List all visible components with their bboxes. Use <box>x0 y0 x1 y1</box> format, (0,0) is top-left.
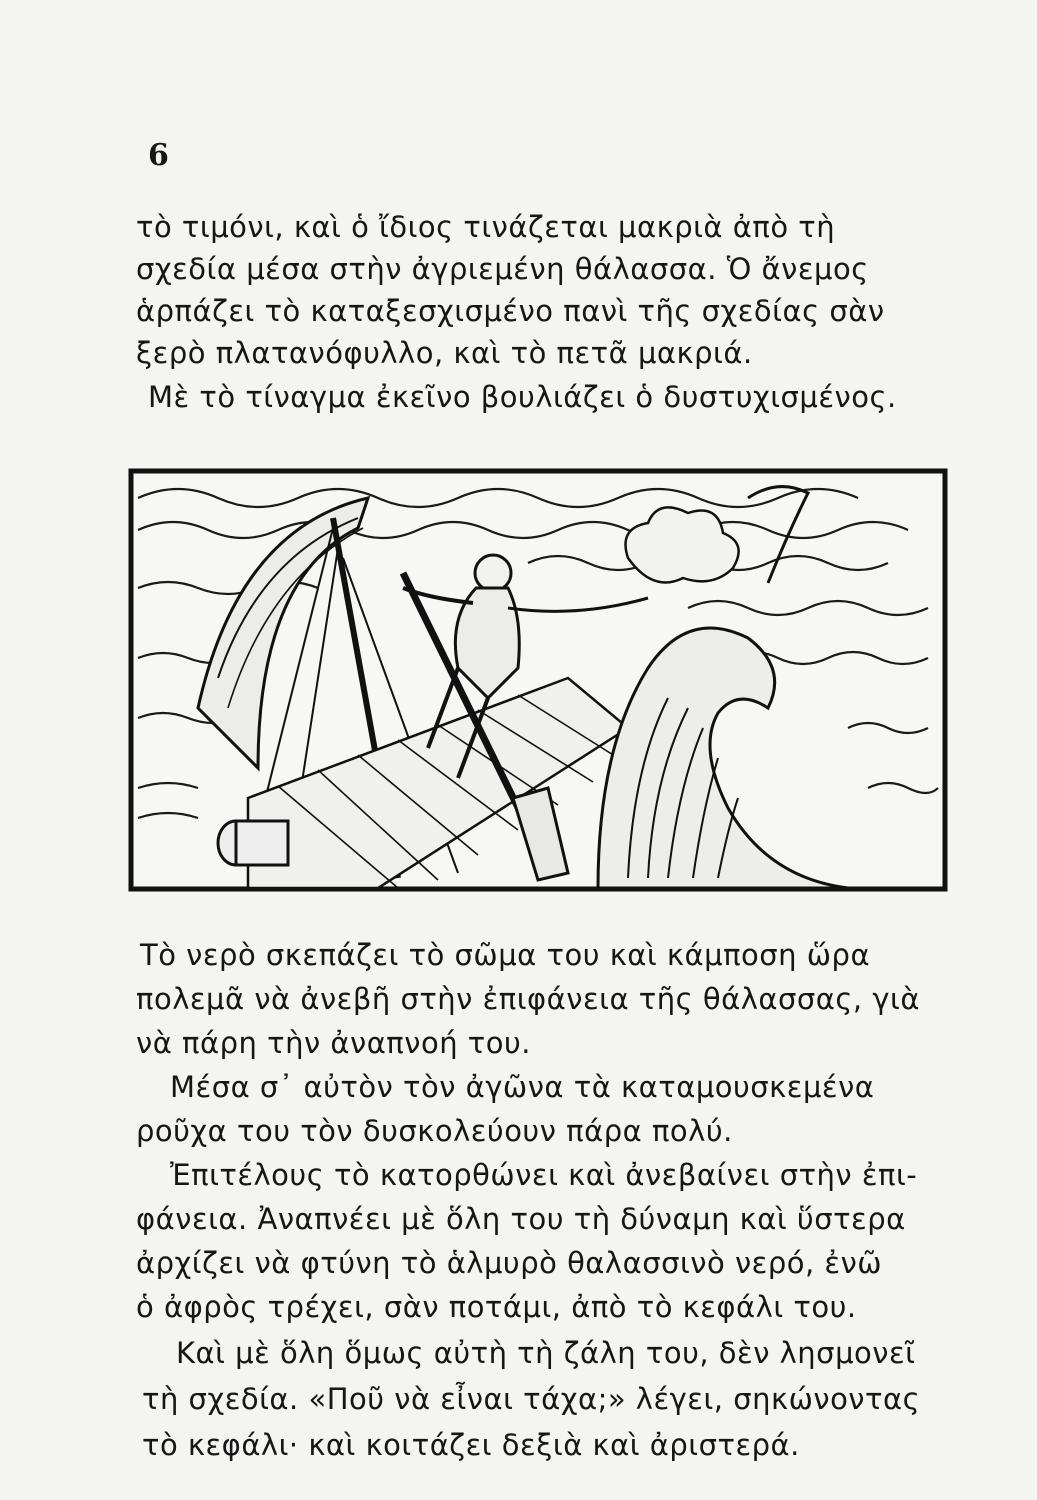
text-line: νὰ πάρη τὴν ἀναπνοή του. <box>136 1026 532 1060</box>
text-line: φάνεια. Ἀναπνέει μὲ ὅλη του τὴ δύναμη καὶ ὕστερα <box>136 1202 906 1236</box>
text-line: ὁ ἀφρὸς τρέχει, σὰν ποτάμι, ἀπὸ τὸ κεφάλι του. <box>136 1290 857 1324</box>
text-line: ἁρπάζει τὸ καταξεσχισμένο πανὶ τῆς σχεδίας σὰν <box>136 294 885 328</box>
odysseus-raft-storm-woodcut <box>128 468 948 892</box>
text-line: ἀρχίζει νὰ φτύνη τὸ ἁλμυρὸ θαλασσινὸ νερό, ἐνῶ <box>136 1246 883 1280</box>
text-line: ροῦχα του τὸν δυσκολεύουν πάρα πολύ. <box>136 1114 733 1148</box>
text-line: Ἐπιτέλους τὸ κατορθώνει καὶ ἀνεβαίνει στὴν ἐπι- <box>170 1158 918 1192</box>
text-line: Μὲ τὸ τίναγμα ἐκεῖνο βουλιάζει ὁ δυστυχισμένος. <box>148 380 897 414</box>
text-line: τὴ σχεδία. «Ποῦ νὰ εἶναι τάχα;» λέγει, σηκώνοντας <box>142 1382 921 1416</box>
text-line: Τὸ νερὸ σκεπάζει τὸ σῶμα του καὶ κάμποση ὥρα <box>140 938 871 972</box>
text-line: ξερὸ πλατανόφυλλο, καὶ τὸ πετᾶ μακριά. <box>136 336 753 370</box>
text-line: Καὶ μὲ ὅλη ὅμως αὐτὴ τὴ ζάλη του, δὲν λησμονεῖ <box>176 1336 916 1370</box>
page-number: 6 <box>148 138 169 173</box>
text-line: τὸ τιμόνι, καὶ ὁ ἴδιος τινάζεται μακριὰ ἀπὸ τὴ <box>136 210 836 244</box>
text-line: σχεδία μέσα στὴν ἀγριεμένη θάλασσα. Ὁ ἄνεμος <box>136 252 869 286</box>
text-line: πολεμᾶ νὰ ἀνεβῆ στὴν ἐπιφάνεια τῆς θάλασσας, γιὰ <box>136 982 920 1016</box>
text-line: τὸ κεφάλι· καὶ κοιτάζει δεξιὰ καὶ ἀριστερά. <box>142 1428 800 1462</box>
text-line: Μέσα σ᾽ αὐτὸν τὸν ἀγῶνα τὰ καταμουσκεμένα <box>170 1070 875 1104</box>
